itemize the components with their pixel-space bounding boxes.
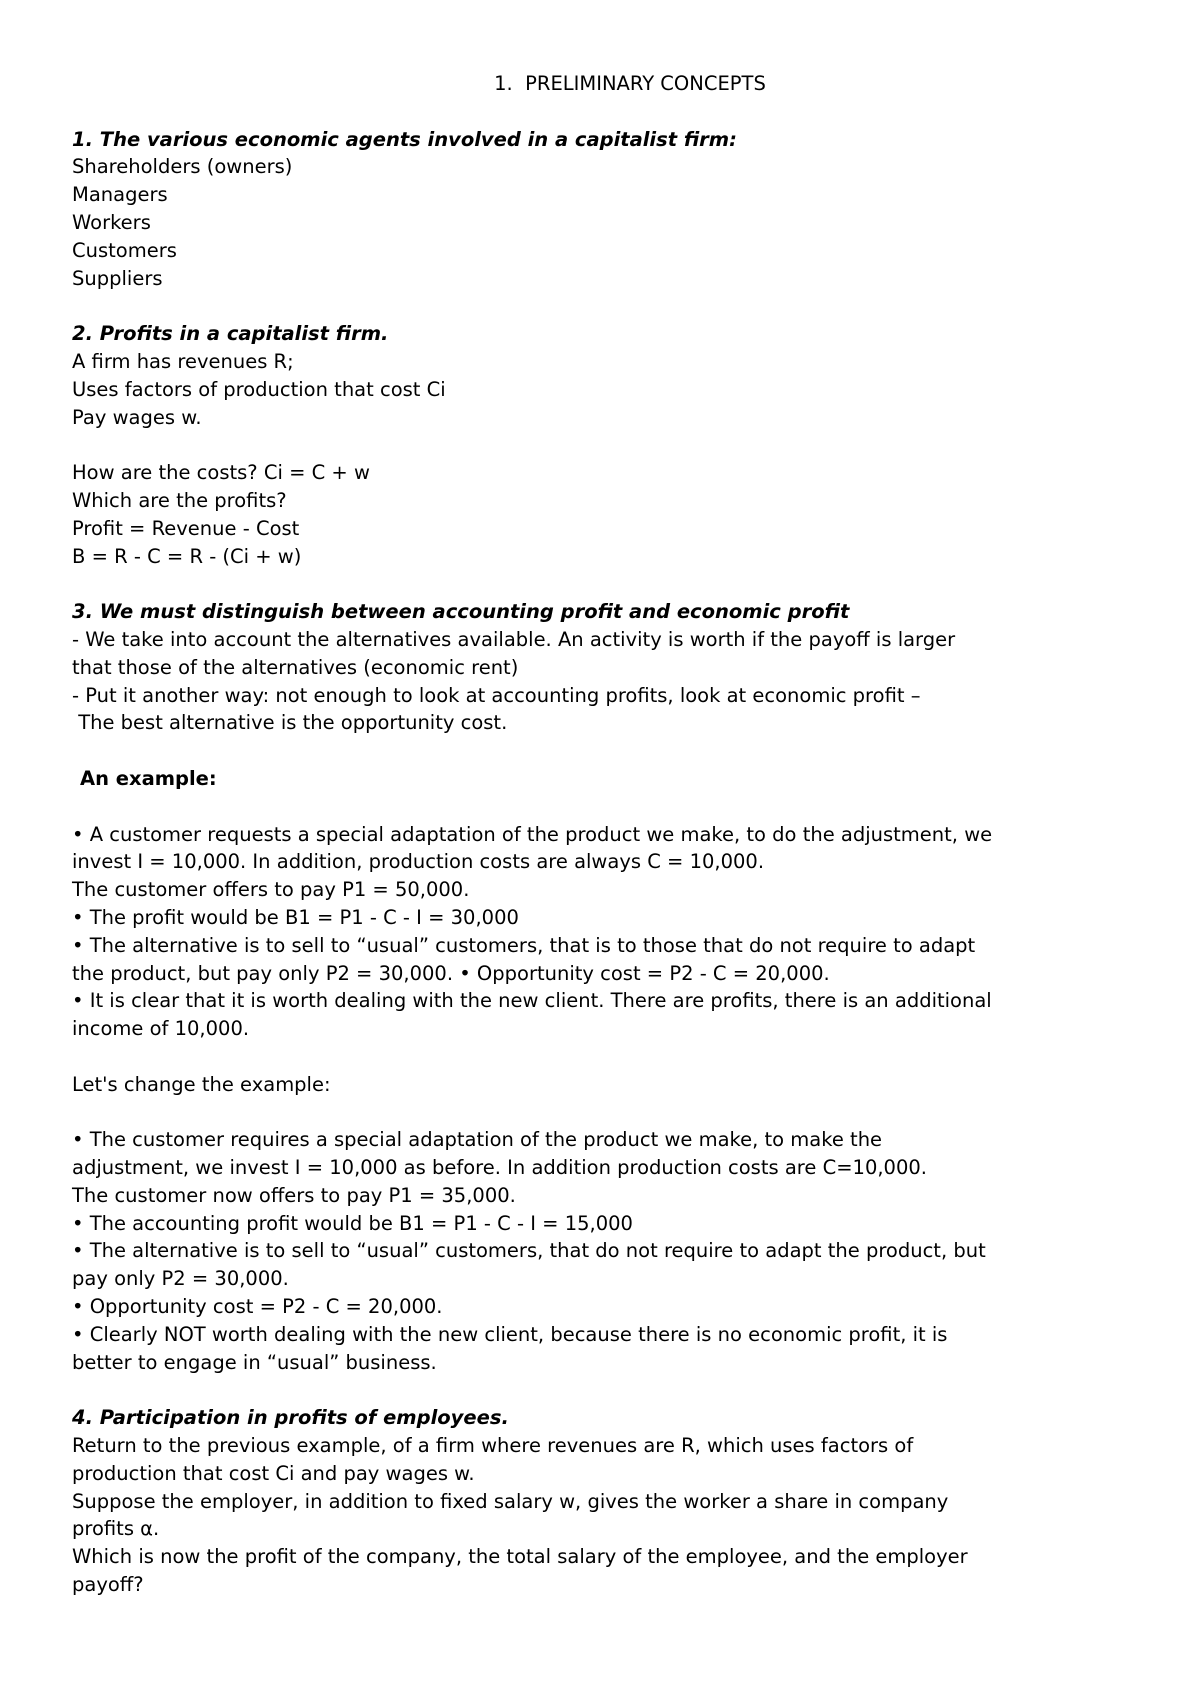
- paragraph-line: - Put it another way: not enough to look at accounting profits, look at economic profit –: [72, 683, 921, 707]
- agent-item: Workers: [72, 210, 151, 234]
- example-heading: An example:: [80, 766, 217, 790]
- paragraph-line: A firm has revenues R;: [72, 349, 294, 373]
- spacer: [72, 570, 1140, 598]
- spacer: [72, 1043, 1140, 1071]
- paragraph-line: The customer offers to pay P1 = 50,000.: [72, 878, 470, 902]
- paragraph-line: How are the costs? Ci = C + w: [72, 461, 370, 485]
- paragraph-line: • The customer requires a special adaptation of the product we make, to make the: [72, 1128, 883, 1152]
- paragraph-line: production that cost Ci and pay wages w.: [72, 1461, 475, 1485]
- paragraph-line: • It is clear that it is worth dealing with the new client. There are profits, there is an additional: [72, 989, 992, 1013]
- section-4-heading: 4. Participation in profits of employees.: [72, 1406, 509, 1430]
- paragraph-line: Return to the previous example, of a firm where revenues are R, which uses factors of: [72, 1434, 914, 1458]
- spacer: [72, 1376, 1140, 1404]
- paragraph-line: The customer now offers to pay P1 = 35,000.: [72, 1183, 516, 1207]
- section-3-heading: 3. We must distinguish between accounting profit and economic profit: [72, 600, 850, 624]
- spacer: [72, 431, 1140, 459]
- paragraph-line: that those of the alternatives (economic rent): [72, 655, 519, 679]
- paragraph-line: Profit = Revenue - Cost: [72, 516, 300, 540]
- paragraph-line: pay only P2 = 30,000.: [72, 1267, 289, 1291]
- change-example-heading: Let's change the example:: [72, 1072, 331, 1096]
- paragraph-line: Which is now the profit of the company, the total salary of the employee, and the employer: [72, 1545, 968, 1569]
- paragraph-line: Uses factors of production that cost Ci: [72, 377, 446, 401]
- agent-item: Managers: [72, 183, 168, 207]
- paragraph-line: • The alternative is to sell to “usual” customers, that do not require to adapt the product, but: [72, 1239, 986, 1263]
- paragraph-line: Pay wages w.: [72, 405, 202, 429]
- agent-item: Customers: [72, 238, 177, 262]
- paragraph-line: payoff?: [72, 1573, 144, 1597]
- paragraph-line: better to engage in “usual” business.: [72, 1350, 437, 1374]
- spacer: [72, 1098, 1140, 1126]
- agent-item: Shareholders (owners): [72, 155, 293, 179]
- spacer: [72, 98, 1140, 126]
- paragraph-line: The best alternative is the opportunity cost.: [72, 711, 508, 735]
- paragraph-line: invest I = 10,000. In addition, production costs are always C = 10,000.: [72, 850, 765, 874]
- paragraph-line: Suppose the employer, in addition to fixed salary w, gives the worker a share in company: [72, 1489, 949, 1513]
- spacer: [72, 292, 1140, 320]
- paragraph-line: profits α.: [72, 1517, 160, 1541]
- document-title: 1. PRELIMINARY CONCEPTS: [494, 72, 766, 95]
- section-1-heading: 1. The various economic agents involved in a capitalist firm:: [72, 127, 737, 151]
- paragraph-line: B = R - C = R - (Ci + w): [72, 544, 302, 568]
- paragraph-line: • A customer requests a special adaptation of the product we make, to do the adjustment, we: [72, 822, 993, 846]
- paragraph-line: Which are the profits?: [72, 488, 287, 512]
- paragraph-line: • Clearly NOT worth dealing with the new client, because there is no economic profit, it is: [72, 1322, 948, 1346]
- paragraph-line: - We take into account the alternatives available. An activity is worth if the payoff is larger: [72, 627, 956, 651]
- agent-item: Suppliers: [72, 266, 163, 290]
- paragraph-line: income of 10,000.: [72, 1017, 250, 1041]
- paragraph-line: adjustment, we invest I = 10,000 as before. In addition production costs are C=10,000.: [72, 1156, 927, 1180]
- spacer: [72, 737, 1140, 765]
- spacer: [72, 793, 1140, 821]
- paragraph-line: • The alternative is to sell to “usual” customers, that is to those that do not require to adapt: [72, 933, 976, 957]
- section-2-heading: 2. Profits in a capitalist firm.: [72, 322, 389, 346]
- paragraph-line: • The profit would be B1 = P1 - C - I = 30,000: [72, 905, 519, 929]
- paragraph-line: the product, but pay only P2 = 30,000. • Opportunity cost = P2 - C = 20,000.: [72, 961, 830, 985]
- paragraph-line: • The accounting profit would be B1 = P1 - C - I = 15,000: [72, 1211, 633, 1235]
- paragraph-line: • Opportunity cost = P2 - C = 20,000.: [72, 1295, 443, 1319]
